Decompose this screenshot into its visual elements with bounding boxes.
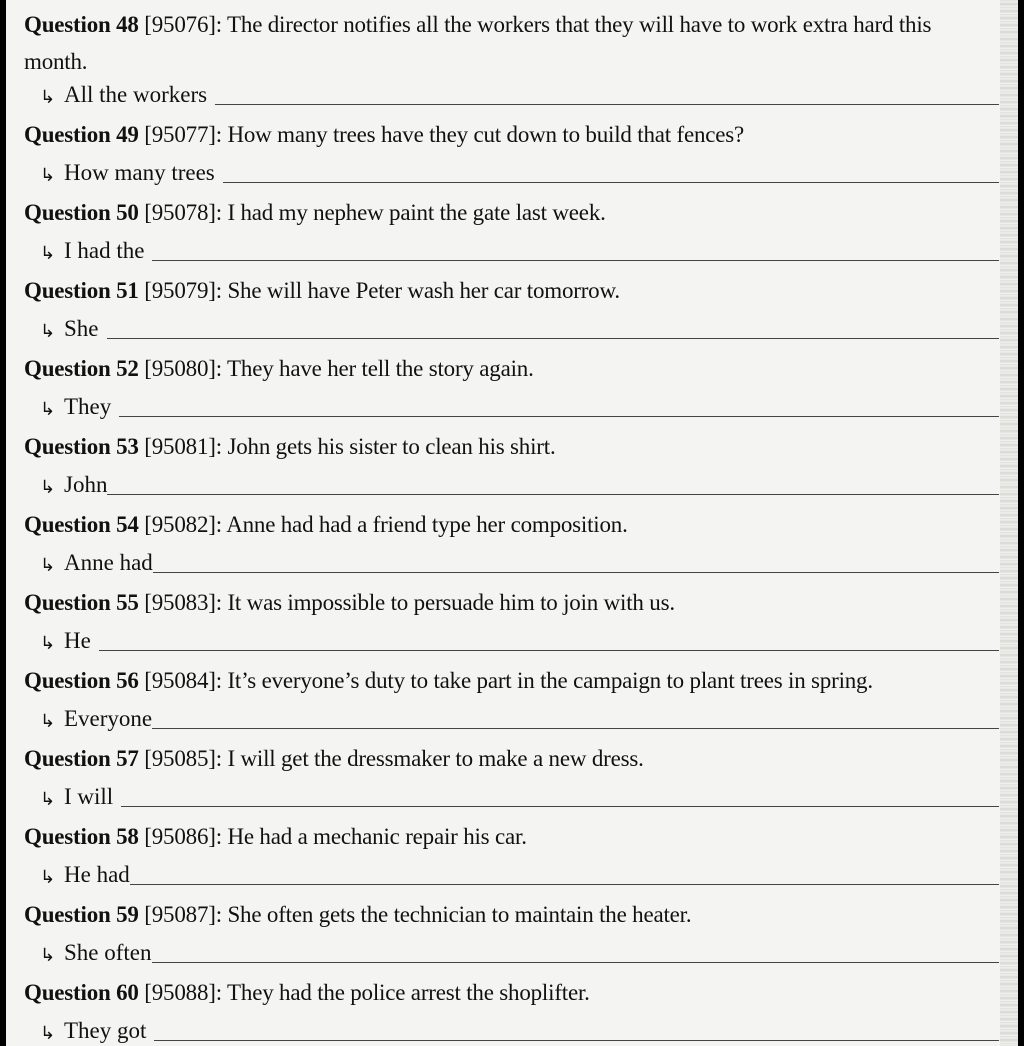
question-label: Question 48: [24, 12, 139, 37]
worksheet-page: [6, 0, 1018, 1046]
answer-prefix: They got: [64, 1018, 147, 1043]
answer-blank[interactable]: [152, 259, 999, 261]
answer-line-60: [24, 1017, 999, 1046]
answer-line-51: [24, 315, 999, 354]
arrow-turn-right-icon: ↳: [40, 789, 56, 810]
question-56: [24, 666, 999, 705]
arrow-turn-right-icon: ↳: [40, 711, 56, 732]
question-id: [95077]:: [144, 122, 222, 147]
question-48: [24, 6, 999, 80]
answer-prefix: I had the: [64, 238, 145, 263]
answer-line-56: [24, 705, 999, 744]
arrow-turn-right-icon: ↳: [40, 165, 56, 186]
answer-prefix: He had: [64, 862, 130, 887]
arrow-turn-right-icon: ↳: [40, 945, 56, 966]
question-label: Question 59: [24, 902, 139, 927]
answer-blank[interactable]: [119, 415, 999, 417]
answer-prefix: They: [64, 394, 112, 419]
answer-blank[interactable]: [130, 883, 999, 885]
answer-prefix: He: [64, 628, 91, 653]
answer-line-59: [24, 939, 999, 978]
question-list: [24, 6, 999, 1046]
question-sentence: They have her tell the story again.: [227, 356, 534, 381]
answer-blank[interactable]: [215, 103, 999, 105]
answer-blank[interactable]: [152, 961, 999, 963]
question-sentence: She will have Peter wash her car tomorrow.: [227, 278, 620, 303]
answer-line-49: [24, 159, 999, 198]
answer-prefix: She often: [64, 940, 152, 965]
question-52: [24, 354, 999, 393]
question-id: [95085]:: [144, 746, 222, 771]
arrow-turn-right-icon: ↳: [40, 633, 56, 654]
answer-line-58: [24, 861, 999, 900]
question-sentence: How many trees have they cut down to build that fences?: [227, 122, 745, 147]
question-id: [95079]:: [144, 278, 222, 303]
question-label: Question 60: [24, 980, 139, 1005]
question-53: [24, 432, 999, 471]
question-label: Question 50: [24, 200, 139, 225]
question-label: Question 57: [24, 746, 139, 771]
question-label: Question 54: [24, 512, 139, 537]
answer-blank[interactable]: [154, 1039, 999, 1041]
question-id: [95080]:: [144, 356, 222, 381]
answer-blank[interactable]: [99, 649, 999, 651]
question-sentence: It was impossible to persuade him to join with us.: [227, 590, 675, 615]
answer-line-52: [24, 393, 999, 432]
question-49: [24, 120, 999, 159]
answer-line-55: [24, 627, 999, 666]
arrow-turn-right-icon: ↳: [40, 243, 56, 264]
answer-prefix: She: [64, 316, 99, 341]
question-label: Question 52: [24, 356, 139, 381]
question-label: Question 49: [24, 122, 139, 147]
question-57: [24, 744, 999, 783]
answer-line-50: [24, 237, 999, 276]
scanned-page-edge: [1000, 0, 1018, 1046]
arrow-turn-right-icon: ↳: [40, 477, 56, 498]
question-sentence: The director notifies all the workers that they will have to work extra hard this month.: [24, 12, 932, 74]
arrow-turn-right-icon: ↳: [40, 399, 56, 420]
answer-blank[interactable]: [223, 181, 999, 183]
answer-blank[interactable]: [152, 727, 999, 729]
question-54: [24, 510, 999, 549]
answer-line-53: [24, 471, 999, 510]
question-label: Question 53: [24, 434, 139, 459]
arrow-turn-right-icon: ↳: [40, 1023, 56, 1044]
answer-prefix: Anne had: [64, 550, 153, 575]
question-50: [24, 198, 999, 237]
arrow-turn-right-icon: ↳: [40, 321, 56, 342]
arrow-turn-right-icon: ↳: [40, 555, 56, 576]
answer-blank[interactable]: [107, 493, 999, 495]
answer-prefix: John: [64, 472, 108, 497]
question-id: [95086]:: [144, 824, 222, 849]
question-sentence: I will get the dressmaker to make a new dress.: [227, 746, 644, 771]
question-id: [95081]:: [144, 434, 222, 459]
question-label: Question 51: [24, 278, 139, 303]
answer-line-54: [24, 549, 999, 588]
question-58: [24, 822, 999, 861]
answer-prefix: I will: [64, 784, 114, 809]
question-sentence: She often gets the technician to maintain the heater.: [227, 902, 692, 927]
answer-prefix: All the workers: [64, 82, 208, 107]
question-51: [24, 276, 999, 315]
question-59: [24, 900, 999, 939]
question-sentence: They had the police arrest the shoplifter.: [227, 980, 590, 1005]
answer-line-48: [24, 81, 999, 120]
question-id: [95082]:: [144, 512, 222, 537]
question-sentence: John gets his sister to clean his shirt.: [227, 434, 556, 459]
question-id: [95088]:: [144, 980, 222, 1005]
question-id: [95084]:: [144, 668, 222, 693]
question-sentence: I had my nephew paint the gate last week.: [227, 200, 606, 225]
answer-blank[interactable]: [153, 571, 999, 573]
question-label: Question 58: [24, 824, 139, 849]
answer-blank[interactable]: [107, 337, 1000, 339]
question-id: [95087]:: [144, 902, 222, 927]
question-60: [24, 978, 999, 1017]
arrow-turn-right-icon: ↳: [40, 867, 56, 888]
answer-prefix: Everyone: [64, 706, 153, 731]
answer-blank[interactable]: [121, 805, 999, 807]
answer-prefix: How many trees: [64, 160, 215, 185]
question-sentence: He had a mechanic repair his car.: [227, 824, 527, 849]
arrow-turn-right-icon: ↳: [40, 87, 56, 108]
question-label: Question 55: [24, 590, 139, 615]
question-label: Question 56: [24, 668, 139, 693]
answer-line-57: [24, 783, 999, 822]
question-id: [95078]:: [144, 200, 222, 225]
question-id: [95083]:: [144, 590, 222, 615]
question-55: [24, 588, 999, 627]
question-sentence: Anne had had a friend type her composition.: [226, 512, 628, 537]
question-sentence: It’s everyone’s duty to take part in the campaign to plant trees in spring.: [227, 668, 873, 693]
question-id: [95076]:: [144, 12, 222, 37]
